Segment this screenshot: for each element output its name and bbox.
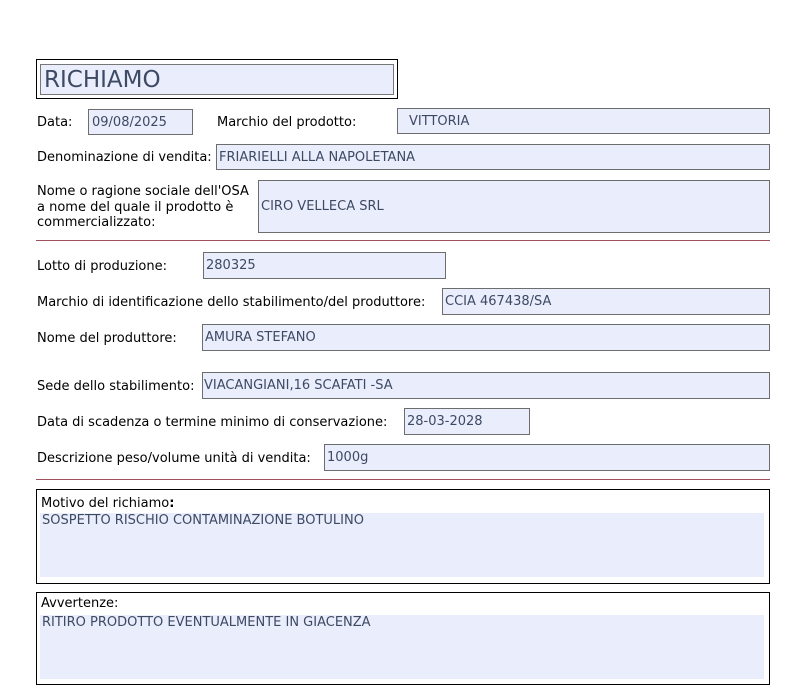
- title-field[interactable]: RICHIAMO: [40, 64, 394, 95]
- lotto-field[interactable]: 280325: [203, 252, 446, 279]
- sede-field[interactable]: VIACANGIANI,16 SCAFATI -SA: [202, 372, 770, 399]
- separator-1: [36, 240, 770, 241]
- marchio-identificazione-field[interactable]: CCIA 467438/SA: [442, 288, 770, 315]
- produttore-label: Nome del produttore:: [37, 331, 177, 346]
- avvertenze-label: Avvertenze:: [41, 596, 119, 611]
- osa-field[interactable]: CIRO VELLECA SRL: [258, 180, 770, 233]
- peso-label: Descrizione peso/volume unità di vendita:: [37, 451, 311, 466]
- motivo-label: Motivo del richiamo:: [41, 496, 175, 511]
- sede-label: Sede dello stabilimento:: [37, 379, 195, 394]
- lotto-label: Lotto di produzione:: [37, 259, 168, 274]
- separator-2: [36, 479, 770, 480]
- osa-label-line3: commercializzato:: [37, 215, 156, 230]
- osa-label-line2: a nome del quale il prodotto è: [37, 200, 234, 215]
- produttore-field[interactable]: AMURA STEFANO: [202, 324, 770, 351]
- avvertenze-field[interactable]: RITIRO PRODOTTO EVENTUALMENTE IN GIACENZA: [40, 615, 764, 679]
- marchio-prodotto-field[interactable]: VITTORIA: [397, 108, 770, 134]
- marchio-identificazione-label: Marchio di identificazione dello stabilimento/del produttore:: [37, 295, 426, 310]
- motivo-field[interactable]: SOSPETTO RISCHIO CONTAMINAZIONE BOTULINO: [40, 513, 764, 577]
- data-label: Data:: [37, 115, 73, 130]
- denominazione-field[interactable]: FRIARIELLI ALLA NAPOLETANA: [216, 144, 770, 170]
- scadenza-label: Data di scadenza o termine minimo di conservazione:: [37, 415, 388, 430]
- scadenza-field[interactable]: 28-03-2028: [404, 408, 530, 435]
- peso-field[interactable]: 1000g: [324, 444, 770, 471]
- data-field[interactable]: 09/08/2025: [88, 109, 193, 135]
- denominazione-label: Denominazione di vendita:: [37, 150, 212, 165]
- marchio-prodotto-label: Marchio del prodotto:: [217, 115, 357, 130]
- osa-label-line1: Nome o ragione sociale dell'OSA: [37, 184, 249, 199]
